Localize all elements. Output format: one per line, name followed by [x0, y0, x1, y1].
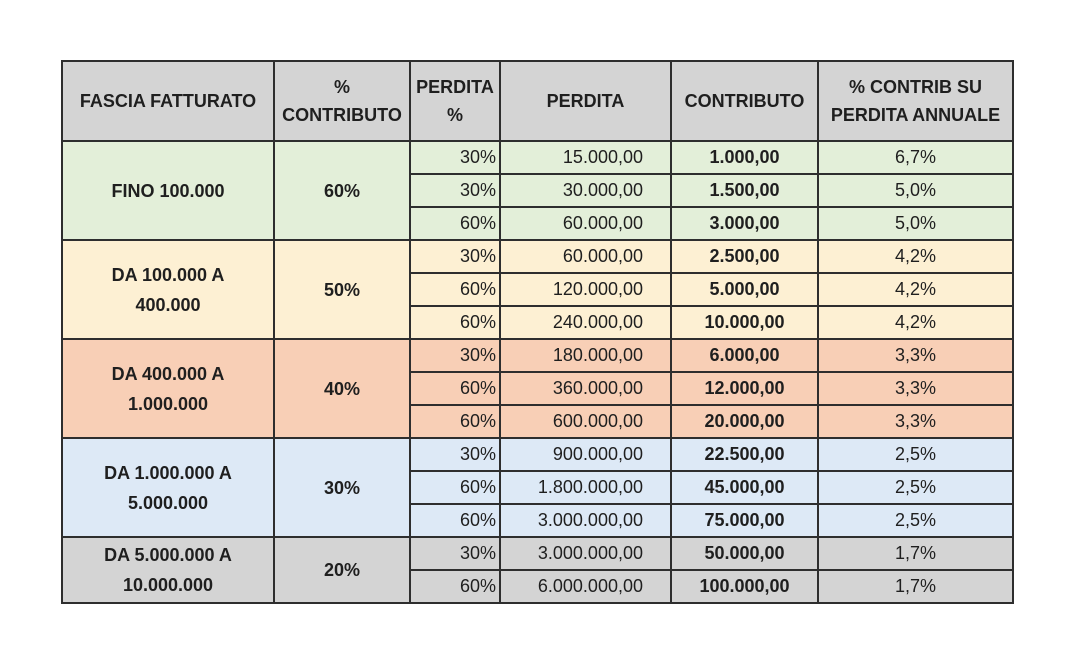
contrib-su-perdita-cell: 3,3% — [818, 339, 1013, 372]
contrib-su-perdita-cell: 6,7% — [818, 141, 1013, 174]
contributo-cell: 1.000,00 — [671, 141, 818, 174]
perdita-cell: 1.800.000,00 — [500, 471, 671, 504]
header-fascia-fatturato: FASCIA FATTURATO — [62, 61, 274, 141]
contributo-cell: 12.000,00 — [671, 372, 818, 405]
contrib-su-perdita-cell: 2,5% — [818, 438, 1013, 471]
header-row — [62, 61, 1013, 141]
contributo-cell: 10.000,00 — [671, 306, 818, 339]
perdita-cell: 60.000,00 — [500, 240, 671, 273]
perdita-cell: 240.000,00 — [500, 306, 671, 339]
header-contrib-su-perdita: % CONTRIB SU PERDITA ANNUALE — [818, 61, 1013, 141]
contributo-cell: 5.000,00 — [671, 273, 818, 306]
perdita-cell: 360.000,00 — [500, 372, 671, 405]
contributo-cell: 6.000,00 — [671, 339, 818, 372]
table-row — [62, 141, 1013, 174]
perdita-cell: 900.000,00 — [500, 438, 671, 471]
contributo-cell: 50.000,00 — [671, 537, 818, 570]
contrib-su-perdita-cell: 1,7% — [818, 537, 1013, 570]
fascia-fatturato-cell: DA 400.000 A 1.000.000 — [62, 339, 274, 438]
fascia-fatturato-cell: FINO 100.000 — [62, 141, 274, 240]
contributo-cell: 100.000,00 — [671, 570, 818, 603]
contributo-cell: 45.000,00 — [671, 471, 818, 504]
contributo-cell: 3.000,00 — [671, 207, 818, 240]
perdita-cell: 60.000,00 — [500, 207, 671, 240]
contribution-table — [61, 60, 1014, 604]
table-body — [62, 141, 1013, 603]
contrib-su-perdita-cell: 4,2% — [818, 273, 1013, 306]
perdita-percent-cell: 60% — [410, 273, 500, 306]
perdita-percent-cell: 60% — [410, 471, 500, 504]
perdita-cell: 30.000,00 — [500, 174, 671, 207]
fascia-fatturato-cell: DA 5.000.000 A 10.000.000 — [62, 537, 274, 603]
table-header — [62, 61, 1013, 141]
contrib-su-perdita-cell: 1,7% — [818, 570, 1013, 603]
header-perdita: PERDITA — [500, 61, 671, 141]
perdita-cell: 120.000,00 — [500, 273, 671, 306]
contributo-percent-cell: 30% — [274, 438, 410, 537]
perdita-percent-cell: 60% — [410, 504, 500, 537]
contrib-su-perdita-cell: 3,3% — [818, 372, 1013, 405]
table-row — [62, 537, 1013, 570]
contributo-cell: 20.000,00 — [671, 405, 818, 438]
contrib-su-perdita-cell: 2,5% — [818, 471, 1013, 504]
fascia-fatturato-cell: DA 1.000.000 A 5.000.000 — [62, 438, 274, 537]
perdita-cell: 3.000.000,00 — [500, 537, 671, 570]
perdita-percent-cell: 30% — [410, 240, 500, 273]
contrib-su-perdita-cell: 3,3% — [818, 405, 1013, 438]
perdita-cell: 3.000.000,00 — [500, 504, 671, 537]
header-perdita-percent: PERDITA % — [410, 61, 500, 141]
contributo-percent-cell: 20% — [274, 537, 410, 603]
perdita-percent-cell: 60% — [410, 306, 500, 339]
contrib-su-perdita-cell: 4,2% — [818, 240, 1013, 273]
header-percent-contributo: % CONTRIBUTO — [274, 61, 410, 141]
table-row — [62, 438, 1013, 471]
contrib-su-perdita-cell: 2,5% — [818, 504, 1013, 537]
fascia-fatturato-cell: DA 100.000 A 400.000 — [62, 240, 274, 339]
contributo-cell: 75.000,00 — [671, 504, 818, 537]
perdita-cell: 6.000.000,00 — [500, 570, 671, 603]
perdita-cell: 15.000,00 — [500, 141, 671, 174]
table-row — [62, 339, 1013, 372]
contributo-percent-cell: 60% — [274, 141, 410, 240]
perdita-percent-cell: 30% — [410, 537, 500, 570]
perdita-percent-cell: 60% — [410, 405, 500, 438]
perdita-cell: 180.000,00 — [500, 339, 671, 372]
contributo-percent-cell: 40% — [274, 339, 410, 438]
perdita-percent-cell: 60% — [410, 570, 500, 603]
perdita-percent-cell: 30% — [410, 174, 500, 207]
perdita-cell: 600.000,00 — [500, 405, 671, 438]
contrib-su-perdita-cell: 4,2% — [818, 306, 1013, 339]
perdita-percent-cell: 30% — [410, 141, 500, 174]
perdita-percent-cell: 60% — [410, 372, 500, 405]
perdita-percent-cell: 60% — [410, 207, 500, 240]
table-row — [62, 240, 1013, 273]
contributo-cell: 2.500,00 — [671, 240, 818, 273]
contributo-percent-cell: 50% — [274, 240, 410, 339]
perdita-percent-cell: 30% — [410, 339, 500, 372]
header-contributo: CONTRIBUTO — [671, 61, 818, 141]
contrib-su-perdita-cell: 5,0% — [818, 207, 1013, 240]
contrib-su-perdita-cell: 5,0% — [818, 174, 1013, 207]
perdita-percent-cell: 30% — [410, 438, 500, 471]
contributo-cell: 22.500,00 — [671, 438, 818, 471]
contributo-cell: 1.500,00 — [671, 174, 818, 207]
